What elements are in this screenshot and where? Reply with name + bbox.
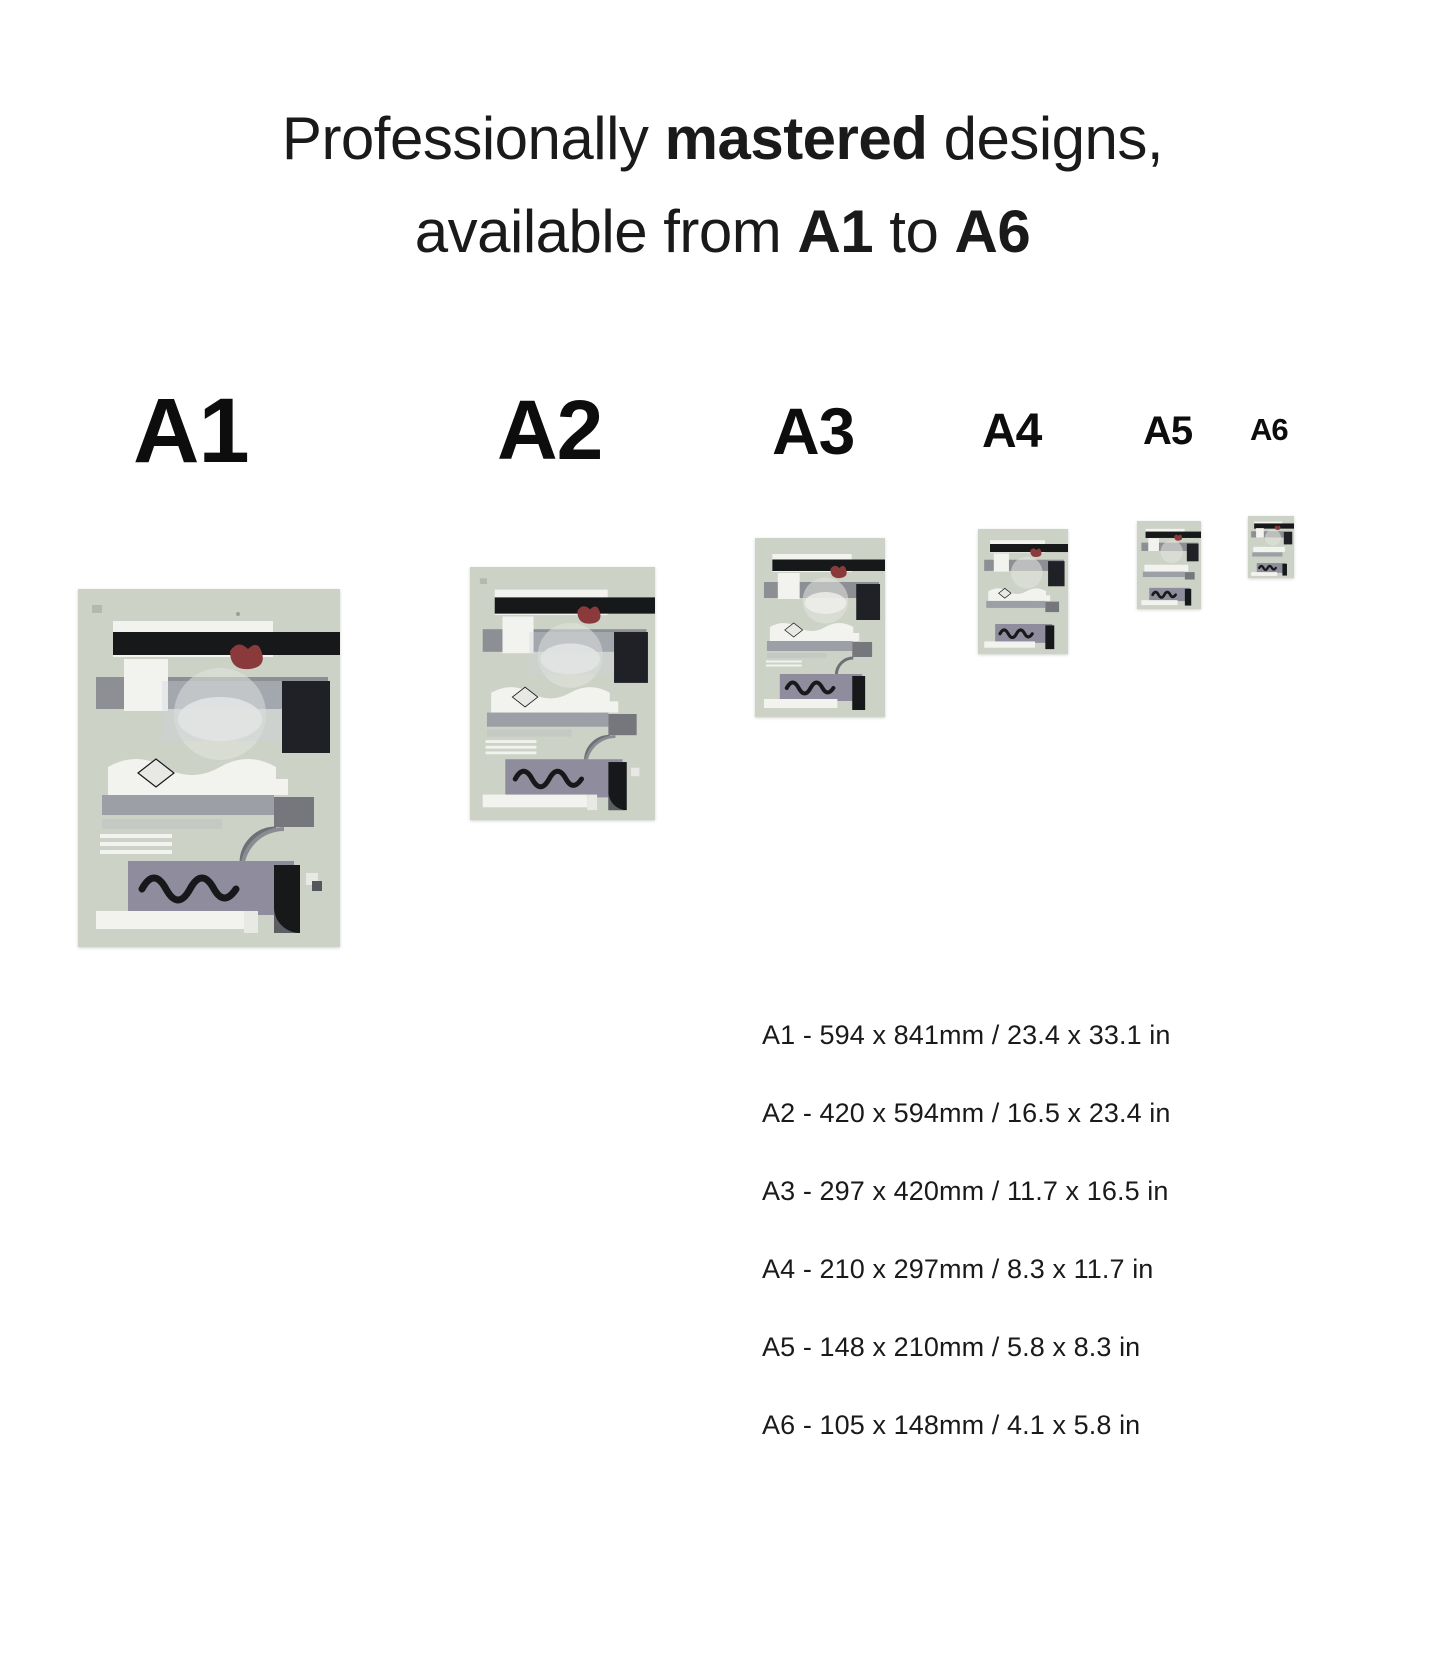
heading-line-2 [0, 185, 1445, 278]
artwork-a6 [1248, 516, 1294, 578]
heading-bold-mastered: mastered [664, 105, 928, 172]
dimension-row-a2: A2 - 420 x 594mm / 16.5 x 23.4 in [762, 1098, 1171, 1128]
heading-text-2: designs, [927, 105, 1164, 172]
heading-bold-a6: A6 [954, 198, 1031, 265]
size-label-a2: A2 [497, 383, 603, 477]
size-label-a1: A1 [133, 380, 249, 482]
poster-thumbnail-a5[interactable] [1137, 521, 1201, 609]
artwork-a4 [978, 529, 1068, 654]
heading-text-3: available from [414, 198, 798, 265]
artwork-a2 [470, 567, 655, 820]
artwork-a3 [755, 538, 885, 717]
size-label-a6: A6 [1250, 412, 1288, 447]
dimension-row-a5: A5 - 148 x 210mm / 5.8 x 8.3 in [762, 1332, 1141, 1362]
dimension-row-a6: A6 - 105 x 148mm / 4.1 x 5.8 in [762, 1410, 1141, 1440]
dimensions-list [762, 1022, 1362, 1490]
page-title [0, 92, 1445, 278]
poster-thumbnail-a4[interactable] [978, 529, 1068, 654]
artwork-a5 [1137, 521, 1201, 609]
artwork-a1 [78, 589, 340, 947]
size-label-a5: A5 [1143, 409, 1193, 453]
size-label-a3: A3 [772, 394, 855, 468]
poster-thumbnail-a3[interactable] [755, 538, 885, 717]
dimension-row-a4: A4 - 210 x 297mm / 8.3 x 11.7 in [762, 1254, 1154, 1284]
poster-thumbnail-a1[interactable] [78, 589, 340, 947]
heading-text-4: to [873, 198, 955, 265]
size-label-a4: A4 [982, 405, 1042, 458]
heading-line-1 [282, 105, 1163, 172]
poster-thumbnail-a6[interactable] [1248, 516, 1294, 578]
heading-bold-a1: A1 [797, 198, 874, 265]
dimension-row-a3: A3 - 297 x 420mm / 11.7 x 16.5 in [762, 1176, 1169, 1206]
heading-text-1: Professionally [281, 105, 665, 172]
poster-thumbnail-a2[interactable] [470, 567, 655, 820]
dimension-row-a1: A1 - 594 x 841mm / 23.4 x 33.1 in [762, 1020, 1171, 1050]
